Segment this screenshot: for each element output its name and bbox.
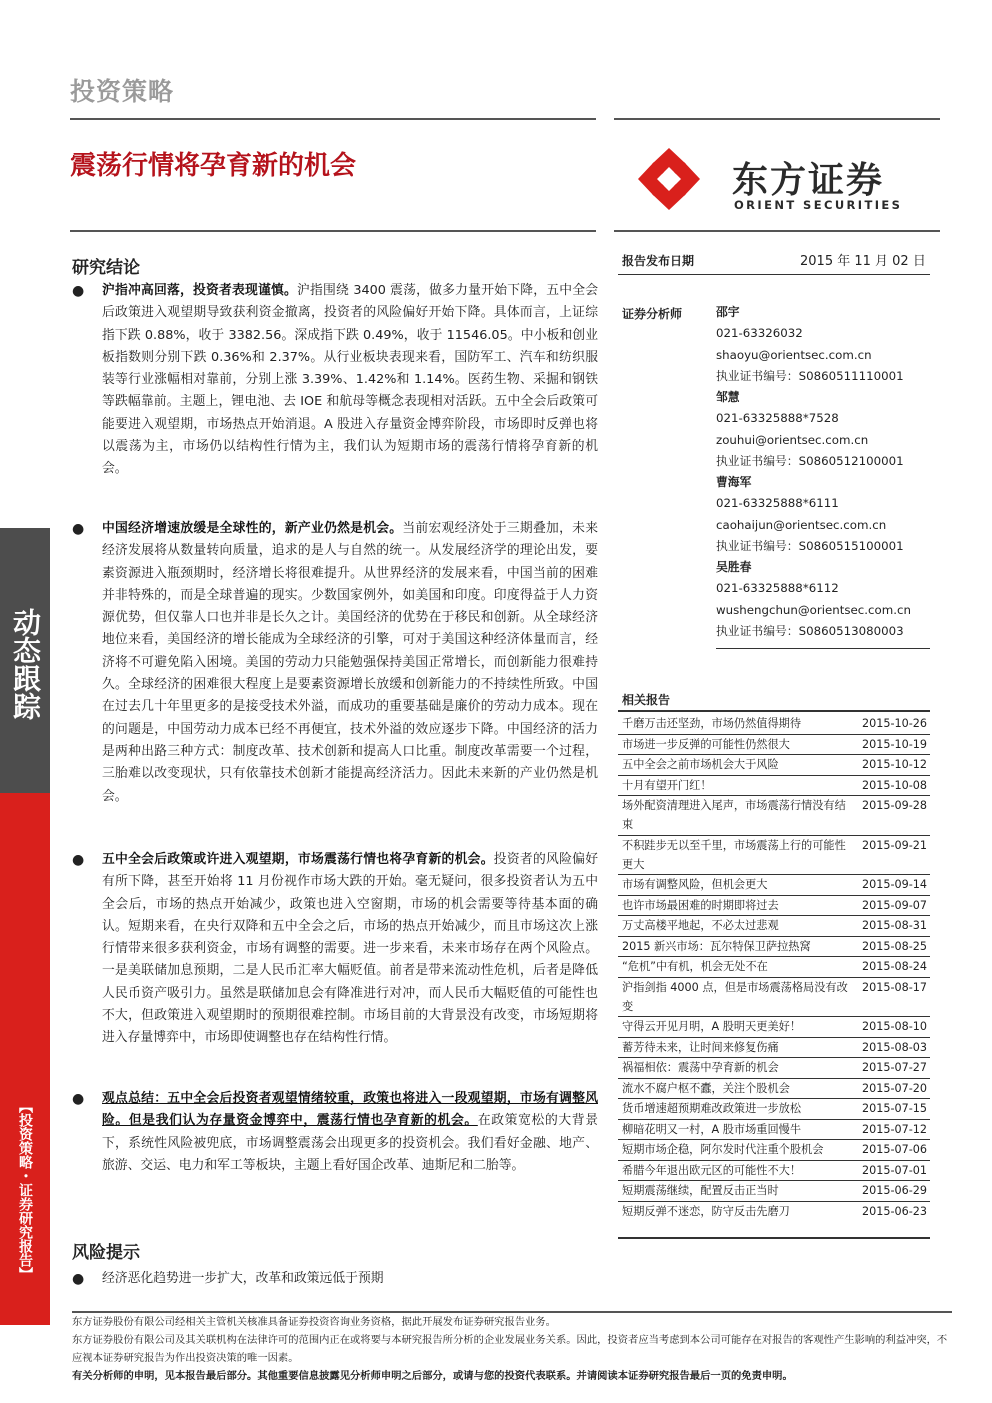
related-report-item[interactable] xyxy=(622,776,930,795)
related-report-title: 柳暗花明又一村，A 股市场重回慢牛 xyxy=(622,1122,802,1136)
bullet-body: 在政策宽松的大背景下，系统性风险被兜底，市场调整震荡会出现更多的投资机会。我们看好金融、地产、旅游、交运、电力和军工等板块，主题上看好国企改革、迪斯尼和二胎等。 xyxy=(102,1113,599,1173)
footer-line-1: 东方证券股份有限公司经相关主管机关核准具备证券投资咨询业务资格，据此开展发布证券研究报告业务。 xyxy=(72,1316,556,1328)
related-report-item[interactable] xyxy=(622,957,930,976)
title-rule xyxy=(70,230,596,232)
related-report-date: 2015-09-21 xyxy=(862,838,928,852)
related-heading: 相关报告 xyxy=(622,693,671,707)
analyst-card-4 xyxy=(716,557,936,642)
related-report-title: “危机”中有机，机会无处不在 xyxy=(622,960,768,973)
related-report-title: 万丈高楼平地起，不必太过悲观 xyxy=(622,919,779,932)
related-report-date: 2015-09-28 xyxy=(862,799,928,812)
related-report-item[interactable] xyxy=(622,796,930,834)
side-tab-dynamic xyxy=(0,528,50,793)
analyst-name: 曹海军 xyxy=(716,475,752,489)
related-report-date: 2015-06-23 xyxy=(862,1204,928,1218)
report-title: 震荡行情将孕育新的机会 xyxy=(70,151,357,181)
bullet-body: 投资者的风险偏好有所下降，甚至开始将 11 月份视作市场大跌的开始。毫无疑问，很多投资者认为五中全会后，市场的热点开始减少，政策也进入空窗期，市场的机会需要等待基本面的确认。短期来看，在央行双降和五中全会之后，市场的热点开始减少，而且市场这次上涨行情带来很多获利资金，市场有调整的需要。进一步来看，未来市场存在两个风险点。一是美联储加息预期，二是人民币汇率大幅贬值。前者是带来流动性危机，后者是降低人民币资产吸引力。虽然是联储加息会有降准进行对冲，而人民币大幅贬值的可能性也不大，但政策进入观望期时的预期很难控制。市场目前的大背景没有改变，市场短期将进入存量博弈中，市场即使调整也存在结构性行情。 xyxy=(102,852,599,1046)
related-report-item[interactable] xyxy=(622,1181,930,1200)
risk-heading: 风险提示 xyxy=(72,1243,140,1263)
related-report-item[interactable] xyxy=(622,755,930,774)
related-report-date: 2015-08-31 xyxy=(862,919,928,932)
analyst-card-3 xyxy=(716,472,936,557)
logo-rule xyxy=(614,230,940,232)
analyst-email: zouhui@orientsec.com.cn xyxy=(716,432,869,447)
bullet-icon: ● xyxy=(72,283,85,299)
analyst-email: caohaijun@orientsec.com.cn xyxy=(716,517,887,532)
related-report-title: 不积跬步无以至千里，市场震荡上行的可能性更大 xyxy=(622,838,846,871)
risk-text: 经济恶化趋势进一步扩大，改革和政策远低于预期 xyxy=(102,1271,384,1286)
bullet-body: 沪指围绕 3400 震荡，做多力量开始下降，五中全会后政策进入观望期导致获利资金撤离，投资者的风险偏好开始下降。具体而言，上证综指下跌 0.88%，收于 3382.56。深成指下跌 0.49%，收于 11546.05。中小板和创业板指数则分别下跌 0.36%和 2.37%。从行业板块表现来看，国防军工、汽车和纺织服装等行业涨幅相对靠前，分别上涨 3.39%、1.42%和 1.14%。医药生物、采掘和钢铁等跌幅靠前。主题上，锂电池、去 IOE 和航母等概念表现相对活跃。五中全会后政策可能要进入观望期，市场热点开始消退。A 股进入存量资金博弈阶段，市场即时反弹也将以震荡为主，市场仍以结构性行情为主，我们认为短期市场的震荡行情将孕育新的机会。 xyxy=(102,283,599,477)
analyst-label: 证券分析师 xyxy=(622,307,683,321)
report-type: 投资策略 xyxy=(70,77,175,106)
header-rule-right xyxy=(614,118,940,120)
analyst-card-2 xyxy=(716,387,936,472)
related-report-item[interactable] xyxy=(622,916,930,935)
conclusion-bullet-2 xyxy=(72,518,598,808)
related-report-date: 2015-08-17 xyxy=(862,980,928,994)
related-report-title: 市场进一步反弹的可能性仍然很大 xyxy=(622,737,790,751)
related-report-title: 流水不腐户枢不蠹，关注个股机会 xyxy=(622,1081,790,1095)
side-tab-report-type xyxy=(0,793,50,1325)
related-report-date: 2015-10-19 xyxy=(862,737,928,751)
related-report-date: 2015-10-26 xyxy=(862,717,928,730)
related-report-date: 2015-06-29 xyxy=(862,1184,928,1197)
side-tab-report-type-label: 【投资策略・证券研究报告】 xyxy=(17,1099,33,1281)
bullet-icon: ● xyxy=(72,852,85,868)
bullet-lead: 沪指冲高回落，投资者表现谨慎。 xyxy=(102,283,298,298)
analyst-phone: 021-63325888*6111 xyxy=(716,496,839,511)
logo-cn-text: 东方证券 xyxy=(732,160,885,201)
bullet-lead: 五中全会后政策或许进入观望期，市场震荡行情也将孕育新的机会。 xyxy=(102,852,494,867)
related-report-date: 2015-08-24 xyxy=(862,960,928,973)
analyst-phone: 021-63325888*7528 xyxy=(716,411,839,426)
date-label: 报告发布日期 xyxy=(622,254,695,268)
analyst-cert: 执业证书编号：S0860511110001 xyxy=(716,368,904,383)
related-report-item[interactable] xyxy=(622,1038,930,1057)
header-rule-left xyxy=(70,118,596,120)
date-value: 2015 年 11 月 02 日 xyxy=(800,254,926,269)
conclusion-heading: 研究结论 xyxy=(72,258,140,278)
related-bottom-rule xyxy=(618,1237,930,1239)
analyst-name: 邹慧 xyxy=(716,390,740,404)
related-report-date: 2015-10-08 xyxy=(862,778,928,792)
related-report-title: 2015 新兴市场：瓦尔特保卫萨拉热窝 xyxy=(622,939,811,953)
footer-line-2: 东方证券股份有限公司及其关联机构在法律许可的范围内正在或将要与本研究报告所分析的企业发展业务关系。因此，投资者应当考虑到本公司可能存在对报告的客观性产生影响的利益冲突，不应视本证券研究报告为作出投资决策的唯一因素。 xyxy=(72,1334,948,1364)
footer-line-3: 有关分析师的申明，见本报告最后部分。其他重要信息披露见分析师申明之后部分，或请与您的投资代表联系。并请阅读本证券研究报告最后一页的免责申明。 xyxy=(72,1370,793,1382)
conclusion-bullet-3 xyxy=(72,849,598,1050)
related-report-title: 沪指剑指 4000 点，但是市场震荡格局没有改变 xyxy=(622,980,848,1013)
related-report-title: 十月有望开门红！ xyxy=(622,778,712,792)
analyst-email: wushengchun@orientsec.com.cn xyxy=(716,602,911,617)
related-report-item[interactable] xyxy=(622,1140,930,1159)
related-report-title: 短期反弹不迷恋，防守反击先磨刀 xyxy=(622,1204,790,1218)
related-report-date: 2015-07-15 xyxy=(862,1102,928,1115)
analyst-email: shaoyu@orientsec.com.cn xyxy=(716,347,872,362)
related-top-rule xyxy=(618,710,930,712)
analyst-name: 吴胜春 xyxy=(716,560,752,574)
risk-bullet xyxy=(72,1268,598,1290)
related-report-item[interactable] xyxy=(622,978,930,1016)
related-report-title: 场外配资清理进入尾声，市场震荡行情没有结束 xyxy=(622,799,846,831)
related-report-title: 市场有调整风险，但机会更大 xyxy=(622,878,768,891)
related-report-item[interactable] xyxy=(622,875,930,894)
related-report-date: 2015-07-06 xyxy=(862,1143,928,1156)
related-report-title: 也许市场最困难的时期即将过去 xyxy=(622,898,779,912)
bullet-lead: 观点总结：五中全会后投资者观望情绪较重，政策也将进入一段观望期，市场有调整风险。但是我们认为存量资金博弈中，震荡行情也孕育新的机会。 xyxy=(102,1091,598,1129)
related-report-title: 守得云开见月明，A 股明天更美好！ xyxy=(622,1020,802,1033)
related-report-title: 希腊今年退出欧元区的可能性不大！ xyxy=(622,1163,802,1177)
related-report-title: 祸福相依：震荡中孕育新的机会 xyxy=(622,1061,779,1074)
analyst-card-1 xyxy=(716,302,936,387)
related-report-title: 短期震荡继续，配置反击正当时 xyxy=(622,1184,779,1197)
related-report-item[interactable] xyxy=(622,937,930,956)
analyst-cert: 执业证书编号：S0860512100001 xyxy=(716,453,904,468)
related-report-date: 2015-09-07 xyxy=(862,898,928,912)
related-report-item[interactable] xyxy=(622,1079,930,1098)
related-report-item[interactable] xyxy=(622,1099,930,1118)
related-report-item[interactable] xyxy=(622,1017,930,1036)
related-report-date: 2015-08-03 xyxy=(862,1040,928,1054)
analyst-phone: 021-63326032 xyxy=(716,326,803,341)
related-report-item[interactable] xyxy=(622,1161,930,1180)
related-report-item[interactable] xyxy=(622,1120,930,1139)
date-rule xyxy=(618,274,930,275)
analyst-cert: 执业证书编号：S0860515100001 xyxy=(716,538,904,553)
related-report-date: 2015-07-01 xyxy=(862,1163,928,1177)
bullet-icon: ● xyxy=(72,521,85,537)
related-report-date: 2015-07-20 xyxy=(862,1081,928,1095)
related-report-date: 2015-08-25 xyxy=(862,939,928,953)
analyst-phone: 021-63325888*6112 xyxy=(716,581,839,596)
related-report-item[interactable] xyxy=(622,896,930,915)
related-report-title: 短期市场企稳，阿尔发时代注重个股机会 xyxy=(622,1143,824,1156)
company-logo xyxy=(636,140,936,220)
related-report-date: 2015-07-27 xyxy=(862,1061,928,1074)
related-report-date: 2015-07-12 xyxy=(862,1122,928,1136)
related-report-item[interactable] xyxy=(622,714,930,733)
related-report-title: 五中全会之前市场机会大于风险 xyxy=(622,758,779,771)
conclusion-bullet-4 xyxy=(72,1088,598,1177)
related-report-title: 货币增速超预期难改政策进一步放松 xyxy=(622,1102,802,1115)
related-report-item[interactable] xyxy=(622,1058,930,1077)
orient-star-icon xyxy=(636,146,702,212)
bullet-lead: 中国经济增速放缓是全球性的，新产业仍然是机会。 xyxy=(102,521,403,536)
related-report-date: 2015-08-10 xyxy=(862,1020,928,1033)
logo-en-text: ORIENT SECURITIES xyxy=(734,198,903,212)
related-report-date: 2015-09-14 xyxy=(862,878,928,891)
related-report-title: 千磨万击还坚劲，市场仍然值得期待 xyxy=(622,717,802,730)
related-report-item[interactable] xyxy=(622,1202,930,1221)
analyst-cert: 执业证书编号：S0860513080003 xyxy=(716,623,904,638)
related-report-item[interactable] xyxy=(622,836,930,874)
related-report-title: 蓄芳待未来，让时间来修复伤痛 xyxy=(622,1040,779,1054)
conclusion-bullet-1 xyxy=(72,280,598,481)
bullet-icon: ● xyxy=(72,1091,85,1107)
related-report-item[interactable] xyxy=(622,735,930,754)
analyst-name: 邵宇 xyxy=(716,305,740,319)
footer-disclaimer xyxy=(72,1313,952,1385)
bullet-body: 当前宏观经济处于三期叠加，未来经济发展将从数量转向质量，追求的是人与自然的统一。从发展经济学的理论出发，要素资源进入瓶颈期时，经济增长将很难提升。从世界经济的发展来看，中国当前的困难并非特殊的，而是全球普遍的现实。少数国家例外，如美国和印度。印度得益于人力资源优势，但仅靠人口也并非是长久之计。美国经济的优势在于移民和创新。从全球经济地位来看，美国经济的增长能成为全球经济的引擎，可对于美国这种经济体量而言，经济将不可避免陷入困境。美国的劳动力只能勉强保持美国正常增长，而创新能力很难持久。全球经济的困难很大程度上是要素资源增长放缓和创新能力的不持续性所致。中国在过去几十年里更多的是接受技术外溢，而成功的重要基础是廉价的劳动力成本。现在的问题是，中国劳动力成本已经不再便宜，技术外溢的效应逐步下降。中国经济的活力是两种出路三种方式：制度改革、技术创新和提高人口比重。制度改革需要一个过程，三胎难以改变现状，只有依靠技术创新才能提高经济活力。因此未来新的产业仍然是机会。 xyxy=(102,521,599,804)
side-tab-dynamic-label: 动态跟踪 xyxy=(9,608,42,720)
related-report-date: 2015-10-12 xyxy=(862,758,928,771)
bullet-icon: ● xyxy=(72,1271,85,1287)
analyst-rule xyxy=(716,648,930,649)
